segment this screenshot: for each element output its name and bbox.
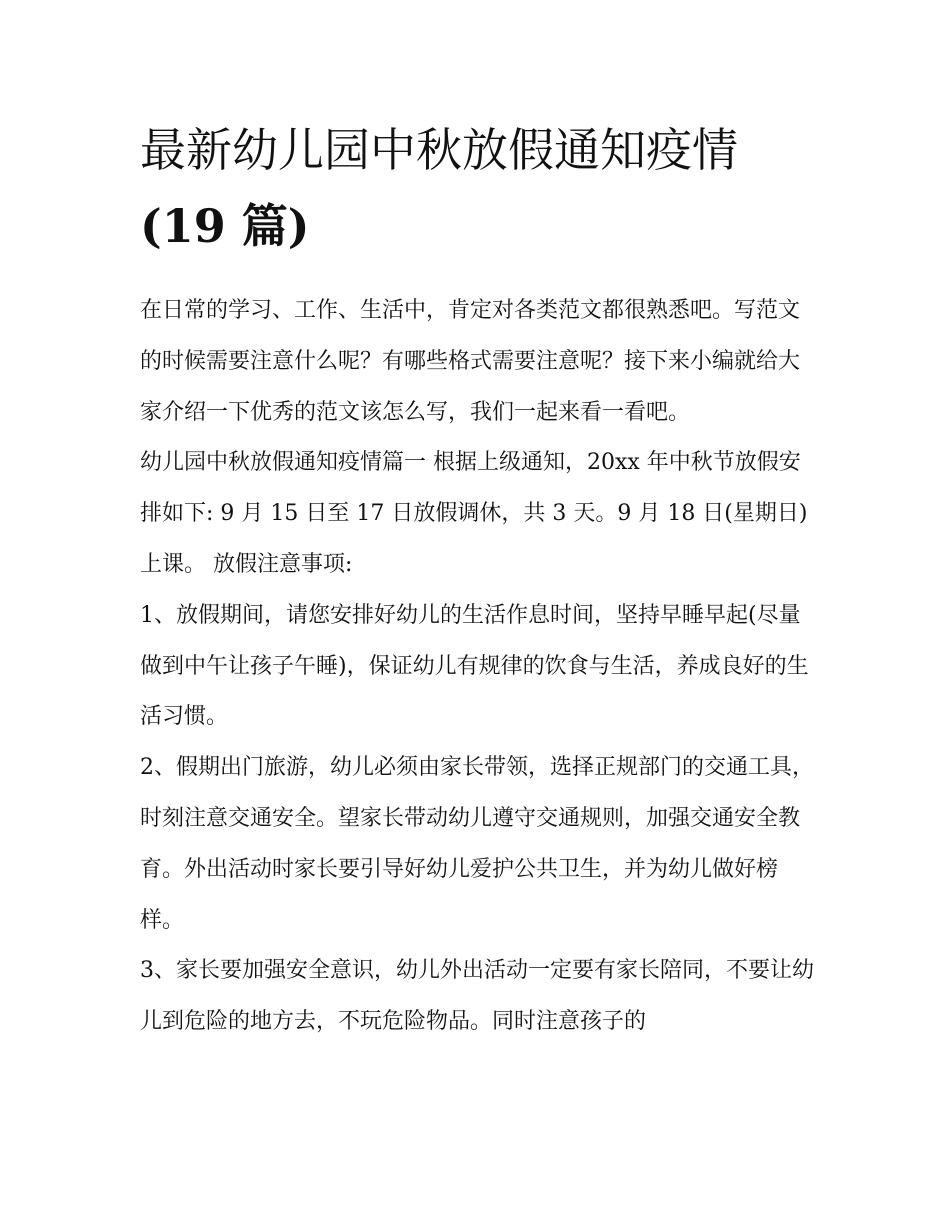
document-body (140, 286, 815, 1048)
title-line-1: 最新幼儿园中秋放假通知疫情 (140, 123, 738, 177)
paragraph-item-3: 3、家长要加强安全意识，幼儿外出活动一定要有家长陪同，不要让幼儿到危险的地方去，不玩危险物品。同时注意孩子的 (140, 958, 814, 1035)
title-line-2: (19 篇) (140, 199, 310, 253)
paragraph-notice: 幼儿园中秋放假通知疫情篇一 根据上级通知，20xx 年中秋节放假安排如下: 9 月 15 日至 17 日放假调休，共 3 天。9 月 18 日(星期日)上课。 放假注意事项: (140, 450, 808, 577)
document-page (140, 112, 815, 1048)
document-title (140, 112, 815, 264)
paragraph-item-1: 1、放假期间，请您安排好幼儿的生活作息时间，坚持早睡早起(尽量做到中午让孩子午睡)，保证幼儿有规律的饮食与生活，养成良好的生活习惯。 (140, 602, 809, 730)
paragraph-intro: 在日常的学习、工作、生活中，肯定对各类范文都很熟悉吧。写范文的时候需要注意什么呢？有哪些格式需要注意呢？接下来小编就给大家介绍一下优秀的范文该怎么写，我们一起来看一看吧。 (140, 298, 801, 425)
paragraph-item-2: 2、假期出门旅游，幼儿必须由家长带领，选择正规部门的交通工具，时刻注意交通安全。望家长带动幼儿遵守交通规则，加强交通安全教育。外出活动时家长要引导好幼儿爱护公共卫生，并为幼儿做好榜样。 (140, 755, 814, 933)
